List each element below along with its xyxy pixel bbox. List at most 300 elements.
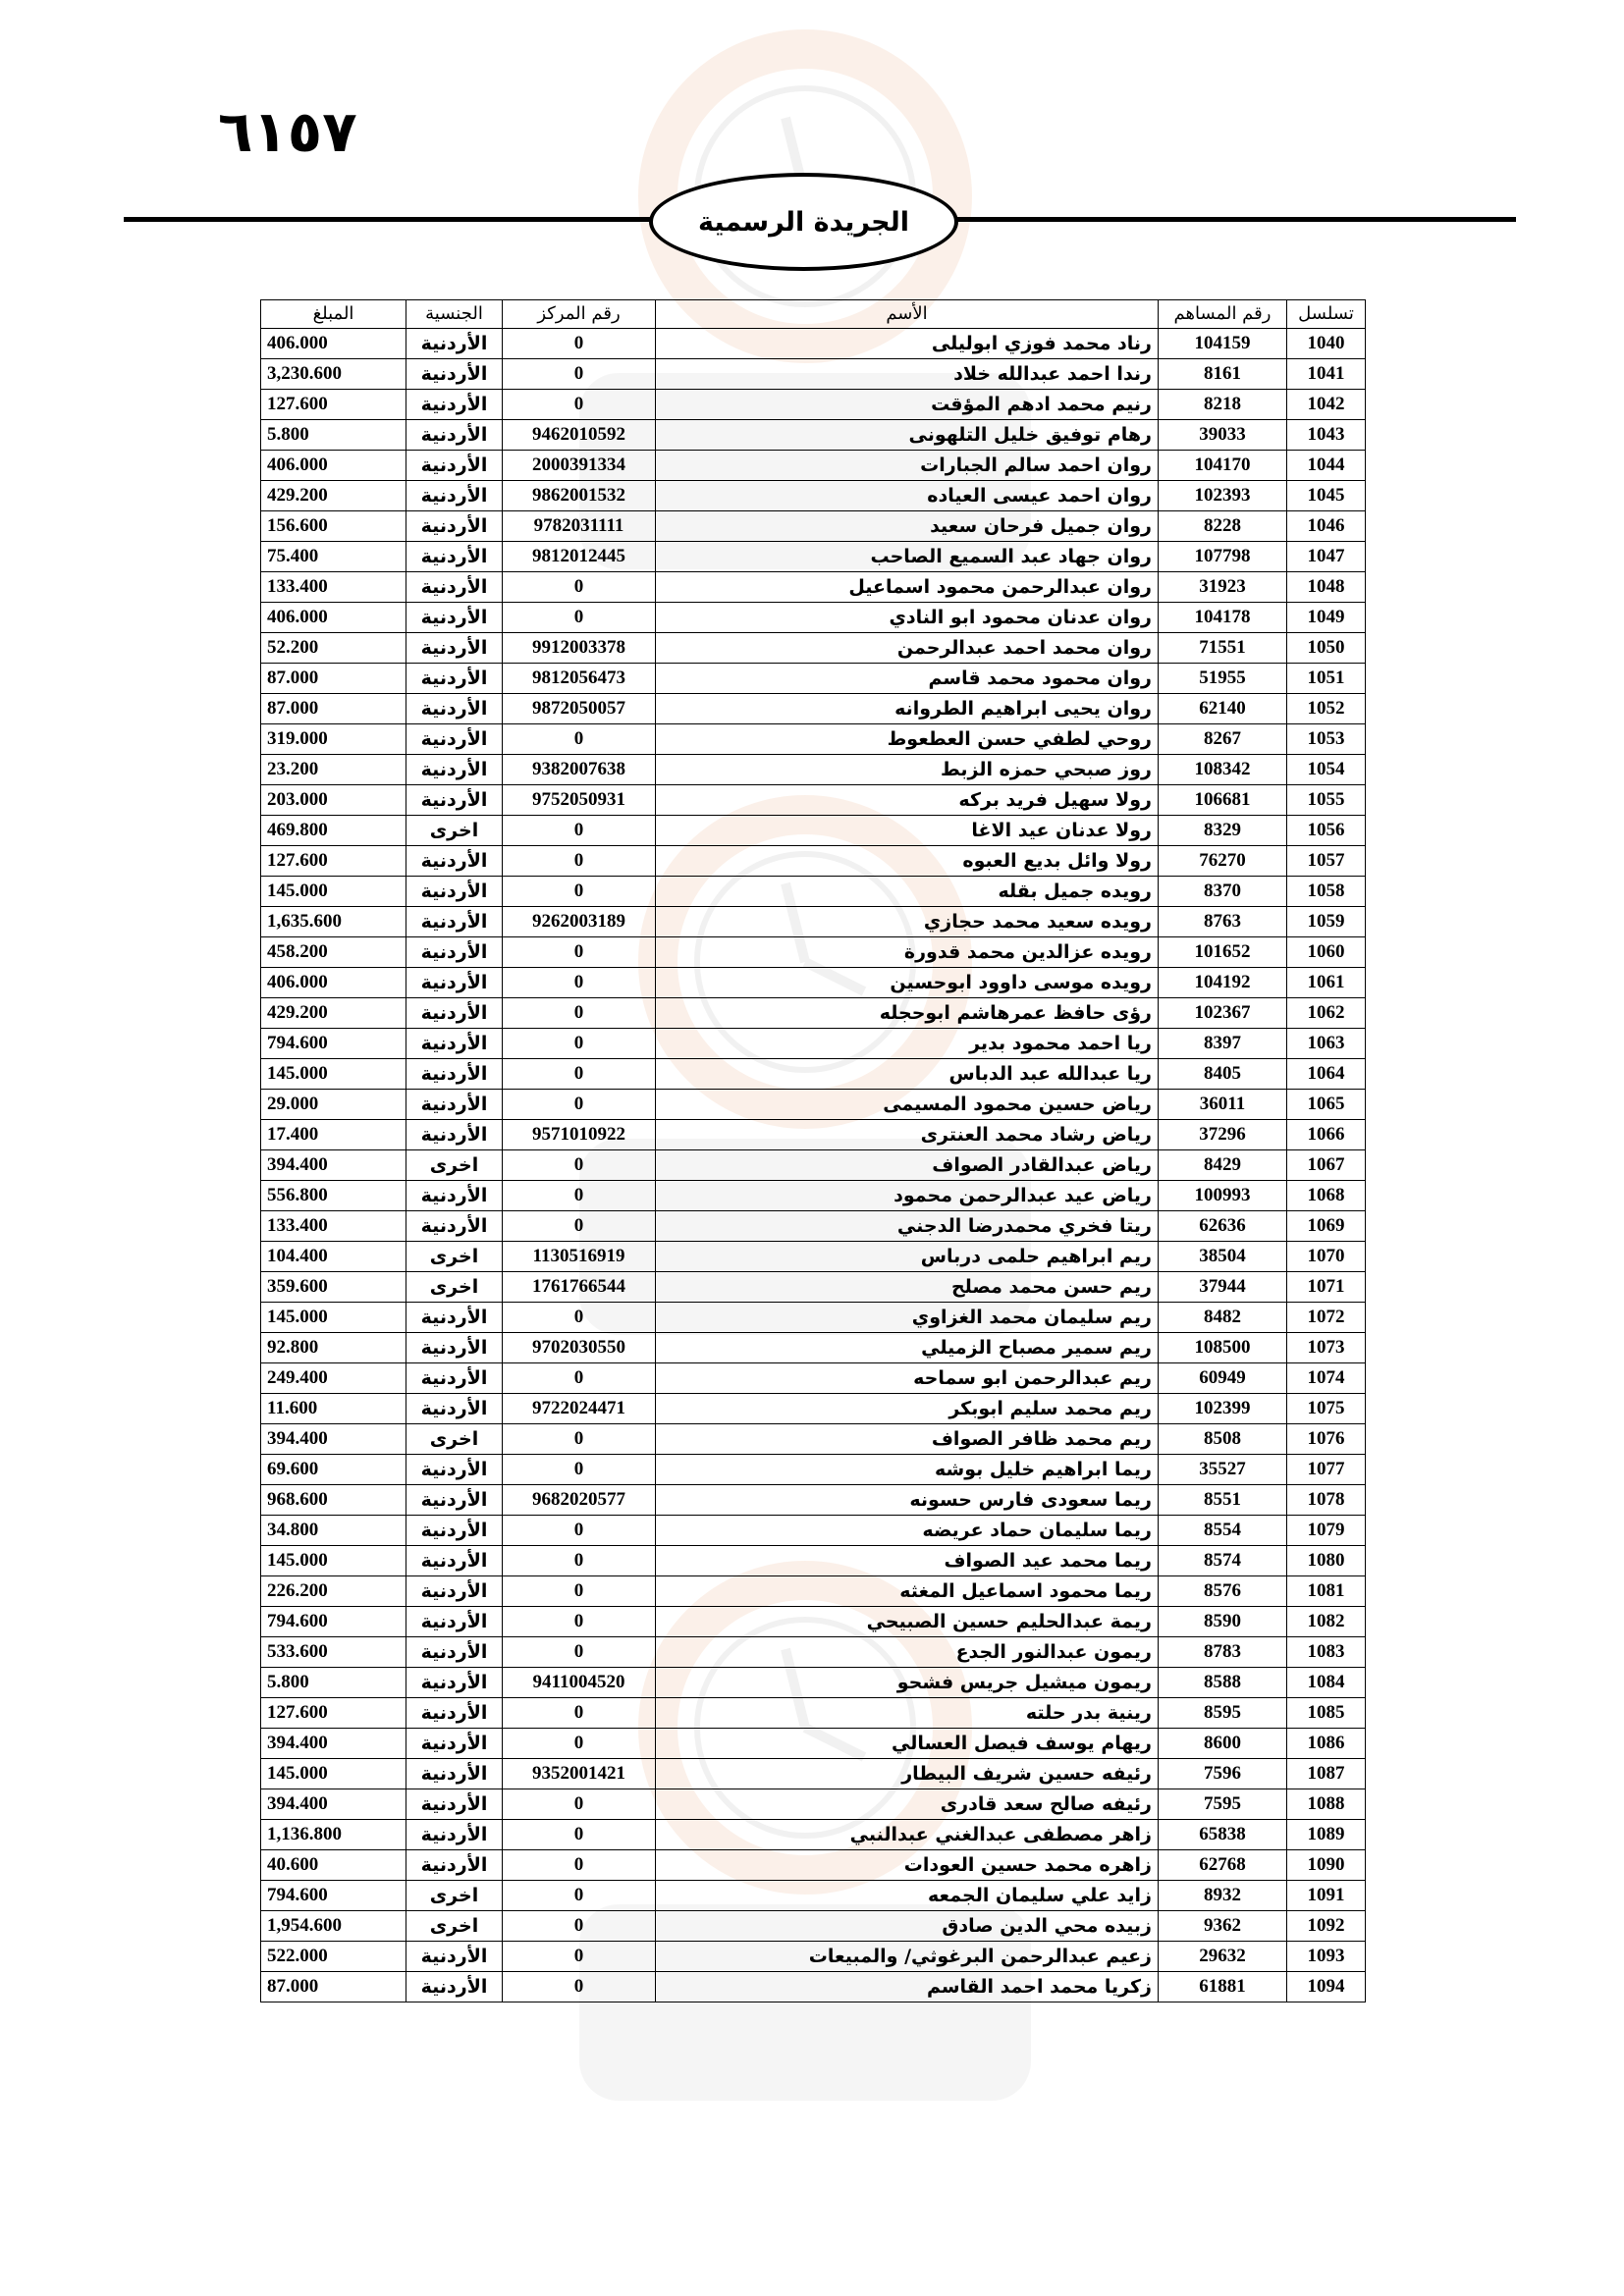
nationality-cell: الأردنية (406, 1181, 503, 1211)
serial-cell: 1073 (1287, 1333, 1366, 1363)
center-number-cell: 0 (503, 329, 656, 359)
shareholder-number-cell: 8554 (1159, 1516, 1287, 1546)
center-number-cell: 0 (503, 390, 656, 420)
nationality-cell: الأردنية (406, 1576, 503, 1607)
column-header-serial: تسلسل (1287, 300, 1366, 329)
table-header (261, 300, 1366, 329)
serial-cell: 1092 (1287, 1911, 1366, 1942)
serial-cell: 1072 (1287, 1303, 1366, 1333)
shareholder-number-cell: 100993 (1159, 1181, 1287, 1211)
nationality-cell: الأردنية (406, 390, 503, 420)
center-number-cell: 0 (503, 1576, 656, 1607)
amount-cell: 127.600 (261, 390, 406, 420)
nationality-cell: الأردنية (406, 937, 503, 968)
table-row (261, 1059, 1366, 1090)
name-cell: ريم محمد سليم ابوبكر (656, 1394, 1159, 1424)
table-row (261, 1272, 1366, 1303)
name-cell: رولا وائل بديع العبوه (656, 846, 1159, 877)
amount-cell: 145.000 (261, 1303, 406, 1333)
table-row (261, 1546, 1366, 1576)
nationality-cell: الأردنية (406, 329, 503, 359)
page-title: الجريدة الرسمية (698, 206, 909, 238)
shareholder-number-cell: 8508 (1159, 1424, 1287, 1455)
table-row (261, 1576, 1366, 1607)
table-row (261, 390, 1366, 420)
serial-cell: 1068 (1287, 1181, 1366, 1211)
name-cell: زبيده محي الدين صادق (656, 1911, 1159, 1942)
name-cell: ريم عبدالرحمن ابو سماحه (656, 1363, 1159, 1394)
nationality-cell: الأردنية (406, 1972, 503, 2002)
serial-cell: 1059 (1287, 907, 1366, 937)
center-number-cell: 0 (503, 968, 656, 998)
table-row (261, 1181, 1366, 1211)
serial-cell: 1090 (1287, 1850, 1366, 1881)
center-number-cell: 9752050931 (503, 785, 656, 816)
amount-cell: 469.800 (261, 816, 406, 846)
shareholder-number-cell: 8590 (1159, 1607, 1287, 1637)
nationality-cell: الأردنية (406, 1485, 503, 1516)
amount-cell: 133.400 (261, 572, 406, 603)
center-number-cell: 0 (503, 724, 656, 755)
name-cell: ريما سعودى فارس حسونه (656, 1485, 1159, 1516)
shareholder-number-cell: 31923 (1159, 572, 1287, 603)
nationality-cell: الأردنية (406, 724, 503, 755)
shareholder-number-cell: 7595 (1159, 1789, 1287, 1820)
nationality-cell: اخرى (406, 816, 503, 846)
nationality-cell: الأردنية (406, 846, 503, 877)
amount-cell: 394.400 (261, 1729, 406, 1759)
amount-cell: 40.600 (261, 1850, 406, 1881)
center-number-cell: 0 (503, 359, 656, 390)
shareholder-number-cell: 61881 (1159, 1972, 1287, 2002)
shareholder-number-cell: 104178 (1159, 603, 1287, 633)
table-row (261, 329, 1366, 359)
amount-cell: 127.600 (261, 846, 406, 877)
nationality-cell: الأردنية (406, 1607, 503, 1637)
name-cell: زعيم عبدالرحمن البرغوثي/ والمبيعات (656, 1942, 1159, 1972)
shareholder-number-cell: 8405 (1159, 1059, 1287, 1090)
shareholder-number-cell: 8228 (1159, 511, 1287, 542)
center-number-cell: 0 (503, 1090, 656, 1120)
table-row (261, 542, 1366, 572)
serial-cell: 1061 (1287, 968, 1366, 998)
center-number-cell: 0 (503, 937, 656, 968)
nationality-cell: اخرى (406, 1911, 503, 1942)
serial-cell: 1085 (1287, 1698, 1366, 1729)
nationality-cell: الأردنية (406, 542, 503, 572)
shareholder-number-cell: 37944 (1159, 1272, 1287, 1303)
name-cell: زكريا محمد احمد القاسم (656, 1972, 1159, 2002)
amount-cell: 429.200 (261, 481, 406, 511)
serial-cell: 1049 (1287, 603, 1366, 633)
table-row (261, 1424, 1366, 1455)
table-row (261, 937, 1366, 968)
name-cell: رهام توفيق خليل التلهونى (656, 420, 1159, 451)
amount-cell: 104.400 (261, 1242, 406, 1272)
amount-cell: 359.600 (261, 1272, 406, 1303)
nationality-cell: الأردنية (406, 1363, 503, 1394)
nationality-cell: الأردنية (406, 968, 503, 998)
nationality-cell: الأردنية (406, 603, 503, 633)
center-number-cell: 0 (503, 1789, 656, 1820)
table-row (261, 816, 1366, 846)
nationality-cell: الأردنية (406, 420, 503, 451)
center-number-cell: 9812056473 (503, 664, 656, 694)
center-number-cell: 0 (503, 1881, 656, 1911)
shareholder-number-cell: 65838 (1159, 1820, 1287, 1850)
amount-cell: 5.800 (261, 420, 406, 451)
serial-cell: 1094 (1287, 1972, 1366, 2002)
table-row (261, 511, 1366, 542)
serial-cell: 1083 (1287, 1637, 1366, 1668)
shareholder-number-cell: 71551 (1159, 633, 1287, 664)
serial-cell: 1091 (1287, 1881, 1366, 1911)
nationality-cell: اخرى (406, 1150, 503, 1181)
nationality-cell: الأردنية (406, 1668, 503, 1698)
shareholder-number-cell: 39033 (1159, 420, 1287, 451)
shareholder-number-cell: 8763 (1159, 907, 1287, 937)
nationality-cell: الأردنية (406, 481, 503, 511)
nationality-cell: الأردنية (406, 1546, 503, 1576)
center-number-cell: 0 (503, 572, 656, 603)
center-number-cell: 0 (503, 1729, 656, 1759)
serial-cell: 1081 (1287, 1576, 1366, 1607)
table-row (261, 633, 1366, 664)
amount-cell: 794.600 (261, 1607, 406, 1637)
column-header-center-number: رقم المركز (503, 300, 656, 329)
name-cell: روان احمد عيسى العياده (656, 481, 1159, 511)
amount-cell: 522.000 (261, 1942, 406, 1972)
serial-cell: 1067 (1287, 1150, 1366, 1181)
name-cell: رنيم محمد ادهم المؤقت (656, 390, 1159, 420)
name-cell: ريما سليمان حماد عريضه (656, 1516, 1159, 1546)
shareholder-number-cell: 8576 (1159, 1576, 1287, 1607)
center-number-cell: 0 (503, 1850, 656, 1881)
serial-cell: 1055 (1287, 785, 1366, 816)
shareholder-number-cell: 106681 (1159, 785, 1287, 816)
amount-cell: 3,230.600 (261, 359, 406, 390)
shareholder-number-cell: 8161 (1159, 359, 1287, 390)
nationality-cell: الأردنية (406, 1729, 503, 1759)
shareholder-number-cell: 102367 (1159, 998, 1287, 1029)
amount-cell: 87.000 (261, 694, 406, 724)
nationality-cell: الأردنية (406, 1850, 503, 1881)
shareholder-number-cell: 8551 (1159, 1485, 1287, 1516)
nationality-cell: الأردنية (406, 694, 503, 724)
nationality-cell: الأردنية (406, 1789, 503, 1820)
name-cell: رؤى حافظ عمرهاشم ابوحجله (656, 998, 1159, 1029)
serial-cell: 1069 (1287, 1211, 1366, 1242)
shareholder-number-cell: 8218 (1159, 390, 1287, 420)
nationality-cell: الأردنية (406, 785, 503, 816)
amount-cell: 145.000 (261, 1546, 406, 1576)
amount-cell: 968.600 (261, 1485, 406, 1516)
serial-cell: 1093 (1287, 1942, 1366, 1972)
amount-cell: 1,635.600 (261, 907, 406, 937)
center-number-cell: 0 (503, 1303, 656, 1333)
shareholder-number-cell: 8429 (1159, 1150, 1287, 1181)
serial-cell: 1047 (1287, 542, 1366, 572)
name-cell: روان عدنان محمود ابو النادي (656, 603, 1159, 633)
shareholder-number-cell: 102393 (1159, 481, 1287, 511)
shareholder-number-cell: 104170 (1159, 451, 1287, 481)
nationality-cell: الأردنية (406, 1059, 503, 1090)
amount-cell: 17.400 (261, 1120, 406, 1150)
table-row (261, 1972, 1366, 2002)
shareholder-number-cell: 104192 (1159, 968, 1287, 998)
center-number-cell: 2000391334 (503, 451, 656, 481)
center-number-cell: 0 (503, 1059, 656, 1090)
name-cell: ريم ابراهيم حلمى درباس (656, 1242, 1159, 1272)
name-cell: رويده سعيد محمد حجازي (656, 907, 1159, 937)
serial-cell: 1075 (1287, 1394, 1366, 1424)
name-cell: روان جميل فرحان سعيد (656, 511, 1159, 542)
center-number-cell: 0 (503, 998, 656, 1029)
serial-cell: 1088 (1287, 1789, 1366, 1820)
name-cell: رويده عزالدين محمد قدورة (656, 937, 1159, 968)
center-number-cell: 9782031111 (503, 511, 656, 542)
amount-cell: 75.400 (261, 542, 406, 572)
name-cell: رولا عدنان عيد الاغا (656, 816, 1159, 846)
amount-cell: 406.000 (261, 968, 406, 998)
name-cell: رناد محمد فوزي ابوليلى (656, 329, 1159, 359)
shareholder-number-cell: 8482 (1159, 1303, 1287, 1333)
center-number-cell: 1761766544 (503, 1272, 656, 1303)
shareholder-number-cell: 8932 (1159, 1881, 1287, 1911)
center-number-cell: 9722024471 (503, 1394, 656, 1424)
column-header-amount: المبلغ (261, 300, 406, 329)
shareholder-number-cell: 8600 (1159, 1729, 1287, 1759)
shareholder-number-cell: 102399 (1159, 1394, 1287, 1424)
nationality-cell: اخرى (406, 1242, 503, 1272)
serial-cell: 1043 (1287, 420, 1366, 451)
nationality-cell: الأردنية (406, 1455, 503, 1485)
serial-cell: 1062 (1287, 998, 1366, 1029)
center-number-cell: 0 (503, 1181, 656, 1211)
serial-cell: 1064 (1287, 1059, 1366, 1090)
serial-cell: 1051 (1287, 664, 1366, 694)
shareholder-number-cell: 8595 (1159, 1698, 1287, 1729)
center-number-cell: 9411004520 (503, 1668, 656, 1698)
shareholder-number-cell: 76270 (1159, 846, 1287, 877)
amount-cell: 406.000 (261, 603, 406, 633)
center-number-cell: 9862001532 (503, 481, 656, 511)
nationality-cell: الأردنية (406, 1759, 503, 1789)
table-row (261, 1637, 1366, 1668)
table-row (261, 1303, 1366, 1333)
table-row (261, 724, 1366, 755)
name-cell: ريا عبدالله عبد الدباس (656, 1059, 1159, 1090)
amount-cell: 92.800 (261, 1333, 406, 1363)
table-row (261, 846, 1366, 877)
shareholder-number-cell: 8783 (1159, 1637, 1287, 1668)
center-number-cell: 9382007638 (503, 755, 656, 785)
nationality-cell: الأردنية (406, 1211, 503, 1242)
table-row (261, 359, 1366, 390)
amount-cell: 249.400 (261, 1363, 406, 1394)
table-row (261, 664, 1366, 694)
table-row (261, 481, 1366, 511)
table-row (261, 1911, 1366, 1942)
center-number-cell: 0 (503, 1424, 656, 1455)
name-cell: زاهر مصطفى عبدالغني عبدالنبي (656, 1820, 1159, 1850)
shareholder-number-cell: 29632 (1159, 1942, 1287, 1972)
name-cell: روان يحيى ابراهيم الطروانه (656, 694, 1159, 724)
table-row (261, 1485, 1366, 1516)
amount-cell: 127.600 (261, 1698, 406, 1729)
table-row (261, 877, 1366, 907)
shareholder-number-cell: 62768 (1159, 1850, 1287, 1881)
table-row (261, 1242, 1366, 1272)
nationality-cell: الأردنية (406, 998, 503, 1029)
center-number-cell: 0 (503, 1607, 656, 1637)
center-number-cell: 9352001421 (503, 1759, 656, 1789)
amount-cell: 145.000 (261, 877, 406, 907)
serial-cell: 1079 (1287, 1516, 1366, 1546)
table-row (261, 785, 1366, 816)
center-number-cell: 0 (503, 877, 656, 907)
shareholders-table (260, 299, 1366, 2002)
center-number-cell: 0 (503, 1911, 656, 1942)
amount-cell: 52.200 (261, 633, 406, 664)
table-row (261, 1211, 1366, 1242)
nationality-cell: الأردنية (406, 1029, 503, 1059)
center-number-cell: 0 (503, 1942, 656, 1972)
column-header-nationality: الجنسية (406, 300, 503, 329)
shareholder-number-cell: 108342 (1159, 755, 1287, 785)
center-number-cell: 9571010922 (503, 1120, 656, 1150)
name-cell: رويده جميل بقله (656, 877, 1159, 907)
name-cell: زاهره محمد حسين العودات (656, 1850, 1159, 1881)
name-cell: رندا احمد عبدالله خلاد (656, 359, 1159, 390)
serial-cell: 1041 (1287, 359, 1366, 390)
name-cell: ريا احمد محمود بدير (656, 1029, 1159, 1059)
shareholder-number-cell: 62140 (1159, 694, 1287, 724)
name-cell: رئيفه صالح سعد قادرى (656, 1789, 1159, 1820)
nationality-cell: الأردنية (406, 1698, 503, 1729)
amount-cell: 145.000 (261, 1059, 406, 1090)
serial-cell: 1063 (1287, 1029, 1366, 1059)
nationality-cell: الأردنية (406, 572, 503, 603)
center-number-cell: 0 (503, 1637, 656, 1668)
column-header-shareholder-number: رقم المساهم (1159, 300, 1287, 329)
shareholder-number-cell: 8397 (1159, 1029, 1287, 1059)
name-cell: ريم سمير مصباح الزميلي (656, 1333, 1159, 1363)
table-row (261, 1516, 1366, 1546)
serial-cell: 1082 (1287, 1607, 1366, 1637)
table-body (261, 329, 1366, 2002)
amount-cell: 394.400 (261, 1789, 406, 1820)
table-row (261, 1029, 1366, 1059)
serial-cell: 1080 (1287, 1546, 1366, 1576)
serial-cell: 1078 (1287, 1485, 1366, 1516)
name-cell: روان جهاد عبد السميع الصاحب (656, 542, 1159, 572)
nationality-cell: الأردنية (406, 1637, 503, 1668)
shareholder-number-cell: 62636 (1159, 1211, 1287, 1242)
nationality-cell: الأردنية (406, 877, 503, 907)
center-number-cell: 9262003189 (503, 907, 656, 937)
name-cell: رياض رشاد محمد العنترى (656, 1120, 1159, 1150)
center-number-cell: 0 (503, 603, 656, 633)
nationality-cell: الأردنية (406, 511, 503, 542)
header-title-oval (649, 173, 958, 271)
name-cell: روان عبدالرحمن محمود اسماعيل (656, 572, 1159, 603)
name-cell: رويده موسى داوود ابوحسين (656, 968, 1159, 998)
shareholder-number-cell: 35527 (1159, 1455, 1287, 1485)
serial-cell: 1071 (1287, 1272, 1366, 1303)
name-cell: ريمون ميشيل جريس فشحو (656, 1668, 1159, 1698)
nationality-cell: الأردنية (406, 1820, 503, 1850)
shareholder-number-cell: 104159 (1159, 329, 1287, 359)
amount-cell: 11.600 (261, 1394, 406, 1424)
table-row (261, 1607, 1366, 1637)
serial-cell: 1053 (1287, 724, 1366, 755)
amount-cell: 319.000 (261, 724, 406, 755)
amount-cell: 5.800 (261, 1668, 406, 1698)
table-row (261, 907, 1366, 937)
table-row (261, 1759, 1366, 1789)
nationality-cell: الأردنية (406, 1333, 503, 1363)
name-cell: رولا سهيل فريد بركه (656, 785, 1159, 816)
shareholder-number-cell: 8267 (1159, 724, 1287, 755)
name-cell: رياض عبدالقادر الصواف (656, 1150, 1159, 1181)
name-cell: ريم محمد ظافر الصواف (656, 1424, 1159, 1455)
center-number-cell: 9812012445 (503, 542, 656, 572)
shareholder-number-cell: 60949 (1159, 1363, 1287, 1394)
shareholder-number-cell: 8588 (1159, 1668, 1287, 1698)
center-number-cell: 0 (503, 1820, 656, 1850)
shareholder-number-cell: 101652 (1159, 937, 1287, 968)
center-number-cell: 0 (503, 1516, 656, 1546)
serial-cell: 1086 (1287, 1729, 1366, 1759)
amount-cell: 406.000 (261, 451, 406, 481)
amount-cell: 794.600 (261, 1029, 406, 1059)
nationality-cell: الأردنية (406, 907, 503, 937)
amount-cell: 34.800 (261, 1516, 406, 1546)
table-row (261, 968, 1366, 998)
serial-cell: 1056 (1287, 816, 1366, 846)
table-row (261, 1729, 1366, 1759)
page-number: ٦١٥٧ (218, 98, 357, 165)
center-number-cell: 0 (503, 1150, 656, 1181)
serial-cell: 1044 (1287, 451, 1366, 481)
amount-cell: 429.200 (261, 998, 406, 1029)
amount-cell: 87.000 (261, 1972, 406, 2002)
nationality-cell: الأردنية (406, 1120, 503, 1150)
shareholder-number-cell: 37296 (1159, 1120, 1287, 1150)
center-number-cell: 0 (503, 1698, 656, 1729)
nationality-cell: الأردنية (406, 359, 503, 390)
name-cell: رئيفه حسين شريف البيطار (656, 1759, 1159, 1789)
center-number-cell: 0 (503, 1363, 656, 1394)
nationality-cell: الأردنية (406, 1516, 503, 1546)
shareholder-number-cell: 38504 (1159, 1242, 1287, 1272)
amount-cell: 203.000 (261, 785, 406, 816)
table-row (261, 998, 1366, 1029)
amount-cell: 133.400 (261, 1211, 406, 1242)
center-number-cell: 9462010592 (503, 420, 656, 451)
nationality-cell: الأردنية (406, 664, 503, 694)
center-number-cell: 9682020577 (503, 1485, 656, 1516)
name-cell: ريتا فخري محمدرضا الدجني (656, 1211, 1159, 1242)
serial-cell: 1089 (1287, 1820, 1366, 1850)
center-number-cell: 1130516919 (503, 1242, 656, 1272)
center-number-cell: 0 (503, 1455, 656, 1485)
table-row (261, 1333, 1366, 1363)
serial-cell: 1065 (1287, 1090, 1366, 1120)
serial-cell: 1076 (1287, 1424, 1366, 1455)
shareholder-number-cell: 8370 (1159, 877, 1287, 907)
